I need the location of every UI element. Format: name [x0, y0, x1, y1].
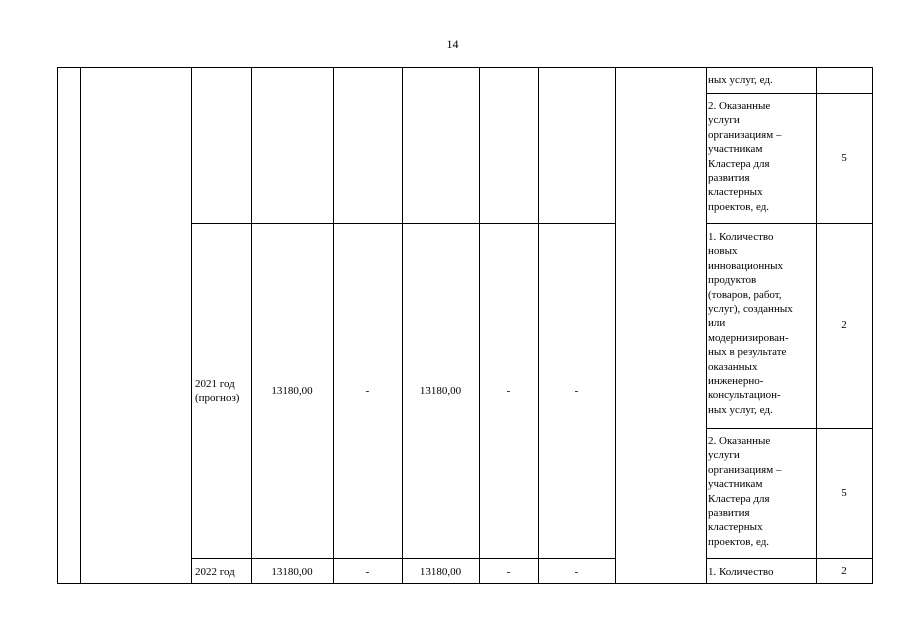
- indicator-text: 1. Количество: [708, 566, 774, 578]
- column-divider: [479, 67, 480, 584]
- amount-total: 13180,00: [271, 385, 313, 397]
- table-border-left: [57, 67, 58, 584]
- row-divider: [706, 558, 873, 559]
- amount-col5: -: [574, 385, 579, 397]
- column-divider: [333, 67, 334, 584]
- table-border-top: [57, 67, 873, 68]
- indicator-value: 5: [841, 152, 847, 164]
- year-cell: 2022 год: [195, 566, 235, 578]
- row-divider: [191, 223, 616, 224]
- row-divider: [706, 93, 873, 94]
- column-divider: [538, 67, 539, 584]
- column-divider: [706, 67, 707, 584]
- indicator-text: ных услуг, ед.: [708, 74, 773, 86]
- amount-col5: -: [574, 566, 579, 578]
- indicator-text: 1. Количество новых инновационных продуктов (товаров, работ, услуг), созданных или модернизирован- ных в результате оказанных инженерно- консультацион- ных услуг, ед.: [708, 231, 793, 416]
- indicator-value: 5: [841, 487, 847, 499]
- amount-col3: 13180,00: [419, 385, 462, 397]
- amount-col2: -: [365, 566, 370, 578]
- row-divider: [706, 428, 873, 429]
- amount-col4: -: [506, 566, 511, 578]
- row-divider: [191, 558, 616, 559]
- indicator-text: 2. Оказанные услуги организациям – участникам Кластера для развития кластерных проектов, ед.: [708, 435, 782, 548]
- column-divider: [80, 67, 81, 584]
- amount-col4: -: [506, 385, 511, 397]
- indicator-value: 2: [841, 319, 847, 331]
- column-divider: [615, 67, 616, 584]
- indicator-text: 2. Оказанные услуги организациям – участникам Кластера для развития кластерных проектов, ед.: [708, 100, 782, 213]
- amount-col3: 13180,00: [419, 566, 462, 578]
- page-number: 14: [446, 37, 459, 51]
- amount-col2: -: [365, 385, 370, 397]
- amount-total: 13180,00: [271, 566, 313, 578]
- column-divider: [251, 67, 252, 584]
- row-divider: [706, 223, 873, 224]
- table-border-bottom: [57, 583, 873, 584]
- column-divider: [402, 67, 403, 584]
- table-border-right: [872, 67, 873, 584]
- year-cell: 2021 год (прогноз): [195, 378, 240, 404]
- column-divider: [191, 67, 192, 584]
- indicator-value: 2: [841, 565, 847, 577]
